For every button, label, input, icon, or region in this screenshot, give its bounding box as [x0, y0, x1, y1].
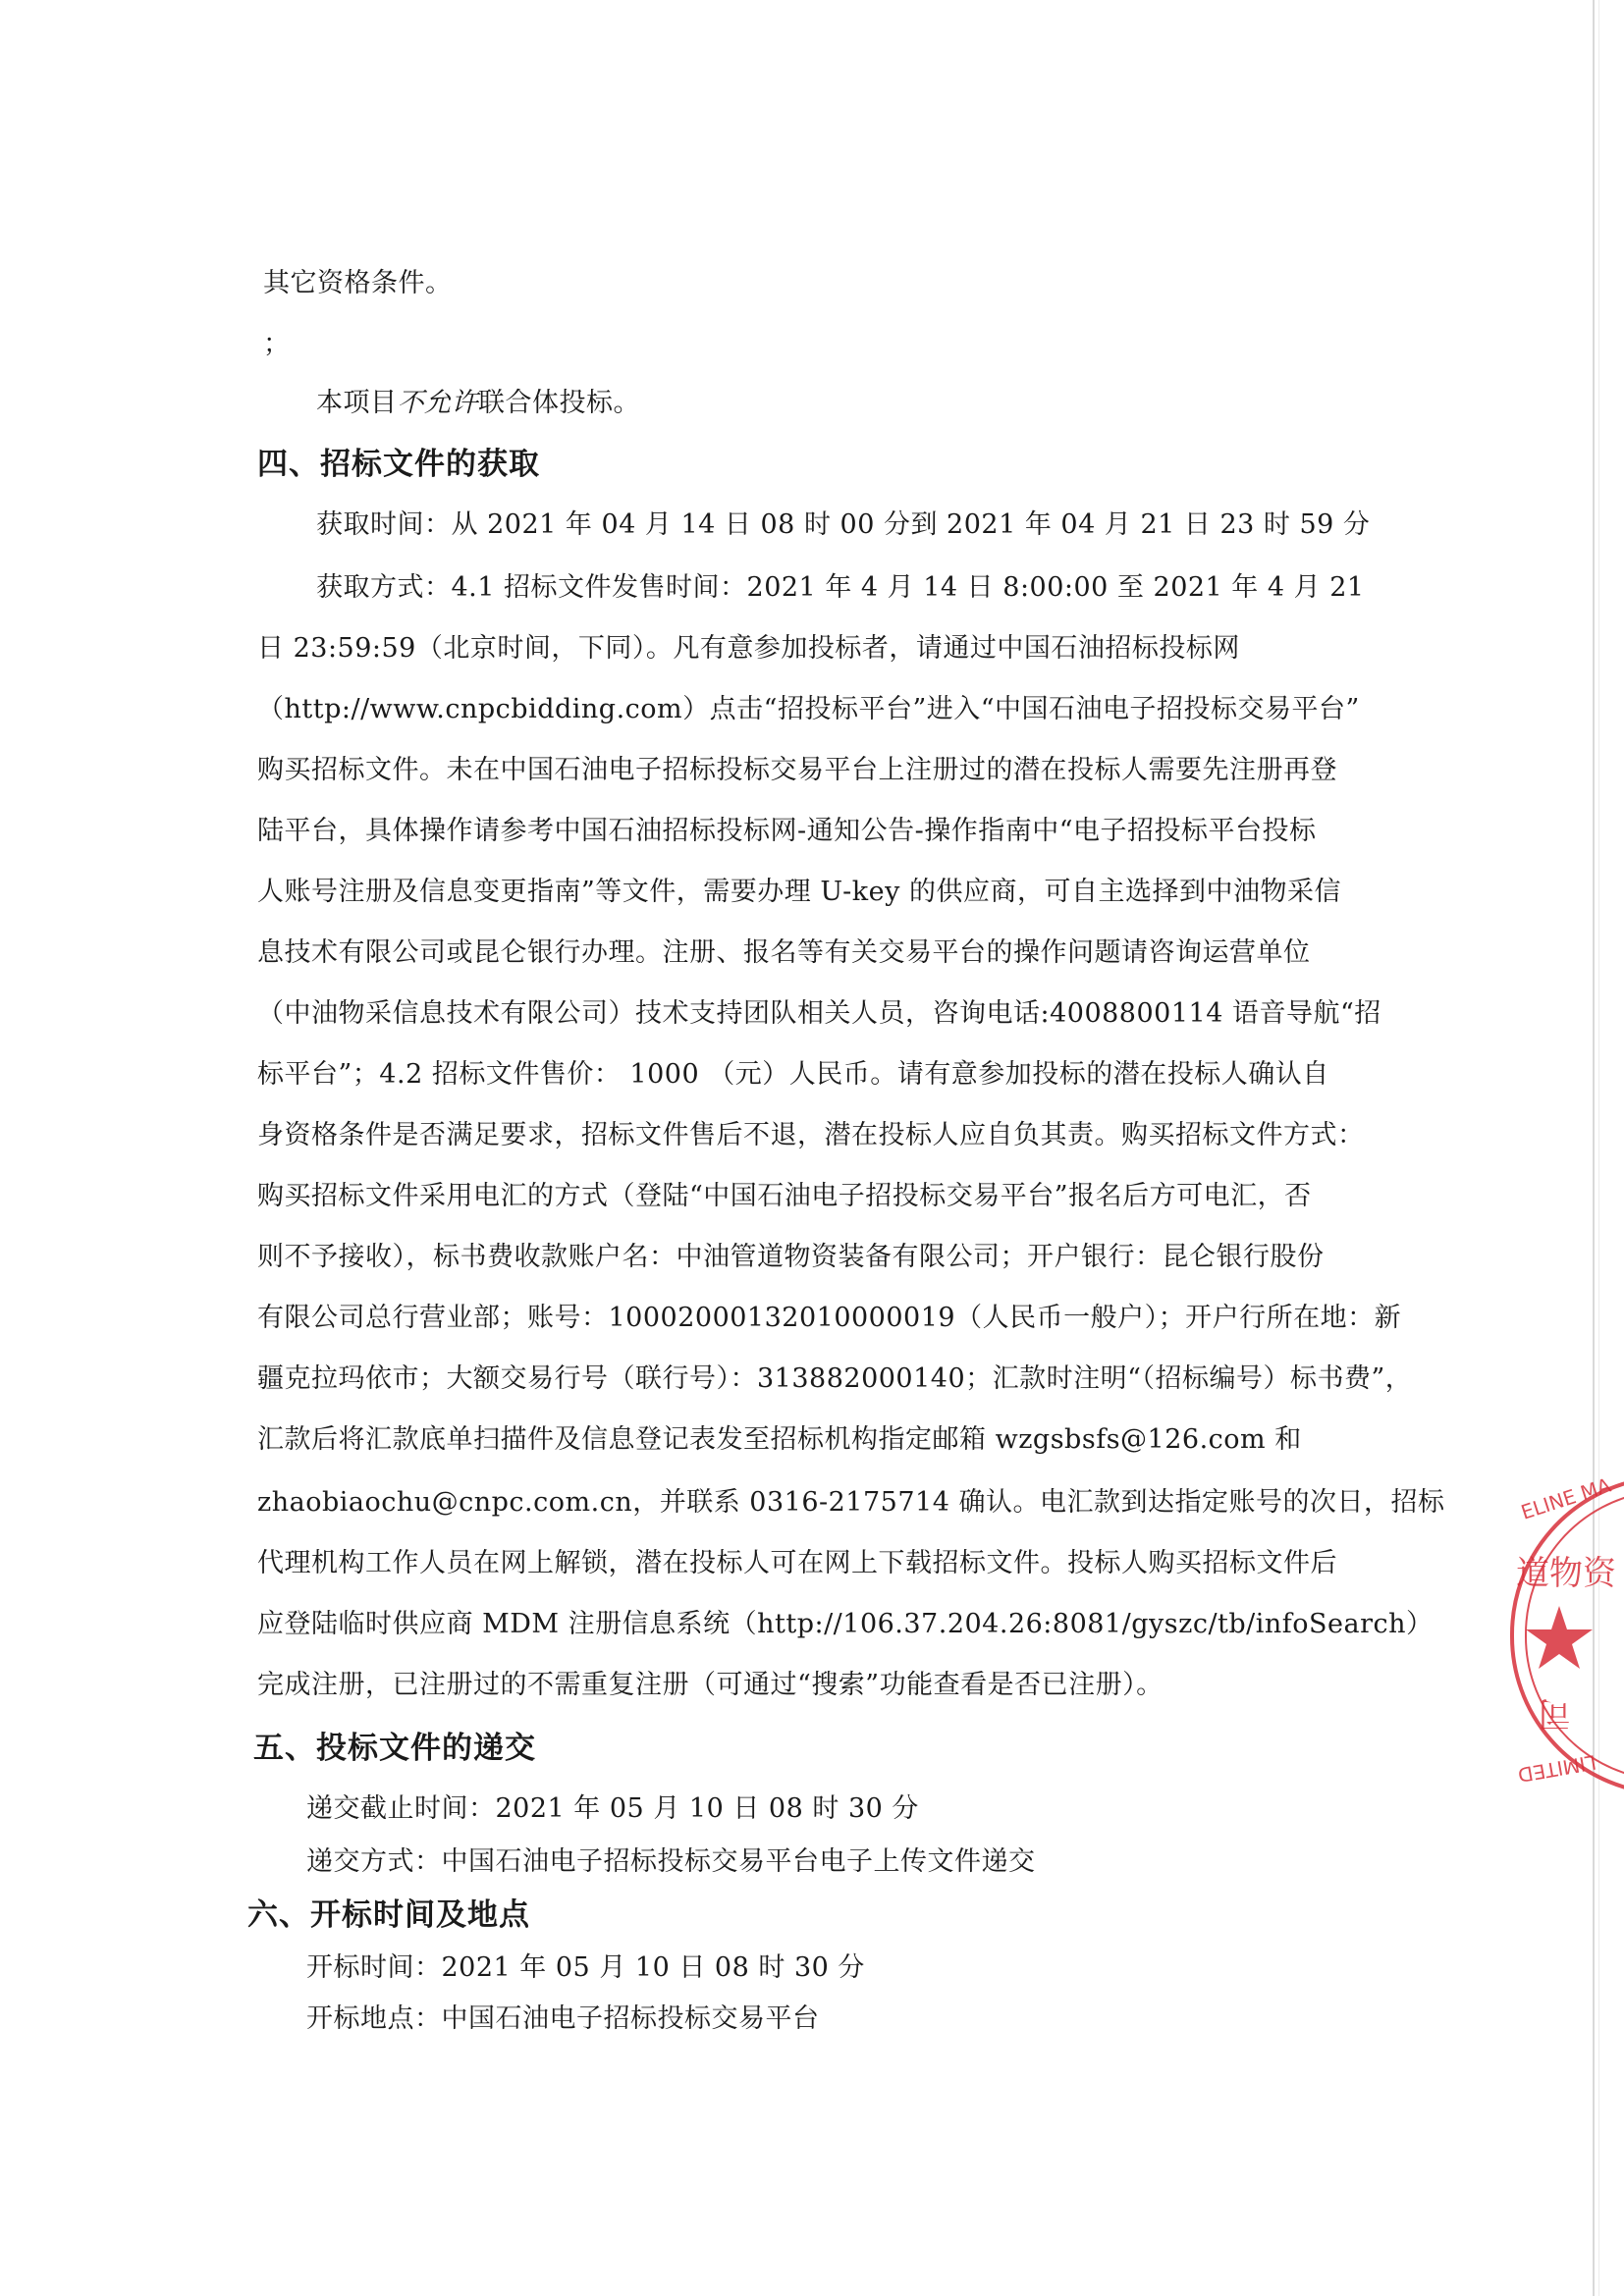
acquire-method-line: 疆克拉玛依市；大额交易行号（联行号）：313882000140；汇款时注明“（招标编号）标书费”，: [257, 1363, 1413, 1394]
svg-text:LIMITED: LIMITED: [1516, 1749, 1598, 1788]
acquire-method-line: 获取方式：4.1 招标文件发售时间：2021 年 4 月 14 日 8:00:00 至 2021 年 4 月 21: [316, 572, 1365, 603]
section-heading-4: 四、招标文件的获取: [257, 447, 540, 482]
scan-edge-line: [1593, 0, 1595, 2296]
submit-deadline-line: 递交截止时间：2021 年 05 月 10 日 08 时 30 分: [306, 1793, 919, 1824]
acquire-method-line: 息技术有限公司或昆仑银行办理。注册、报名等有关交易平台的操作问题请咨询运营单位: [257, 937, 1311, 968]
svg-text:道物资: 道物资: [1516, 1554, 1616, 1593]
acquire-method-line: 陆平台，具体操作请参考中国石油招标投标网-通知公告-操作指南中“电子招投标平台投标: [257, 816, 1317, 846]
acquire-method-line: zhaobiaochu@cnpc.com.cn，并联系 0316-2175714 确认。电汇款到达指定账号的次日，招标: [257, 1487, 1445, 1518]
svg-text:司: 司: [1538, 1693, 1571, 1733]
acquire-method-line: 购买招标文件采用电汇的方式（登陆“中国石油电子招投标交易平台”报名后方可电汇，否: [257, 1181, 1312, 1211]
acquire-method-line: （http://www.cnpcbidding.com）点击“招投标平台”进入“中国石油电子招投标交易平台”: [257, 694, 1360, 724]
paragraph-line: ；: [263, 329, 291, 359]
acquire-method-line: 日 23:59:59（北京时间，下同）。凡有意参加投标者，请通过中国石油招标投标网: [257, 633, 1240, 664]
text-span: 联合体投标。: [478, 388, 640, 418]
acquire-method-line: 标平台”；4.2 招标文件售价： 1000 （元）人民币。请有意参加投标的潜在投标人确认自: [257, 1059, 1329, 1090]
acquire-time-line: 获取时间：从 2021 年 04 月 14 日 08 时 00 分到 2021 年 04 月 21 日 23 时 59 分: [316, 509, 1371, 540]
submit-method-line: 递交方式：中国石油电子招标投标交易平台电子上传文件递交: [306, 1846, 1036, 1877]
acquire-method-line: 购买招标文件。未在中国石油电子招标投标交易平台上注册过的潜在投标人需要先注册再登: [257, 755, 1337, 785]
emphasis-text: 不允许: [397, 388, 478, 418]
acquire-method-line: 应登陆临时供应商 MDM 注册信息系统（http://106.37.204.26:8081/gyszc/tb/infoSearch）: [257, 1609, 1434, 1639]
acquire-method-line: （中油物采信息技术有限公司）技术支持团队相关人员，咨询电话:4008800114 语音导航“招: [257, 998, 1381, 1029]
section-heading-6: 六、开标时间及地点: [247, 1897, 530, 1933]
acquire-method-line: 人账号注册及信息变更指南”等文件，需要办理 U-key 的供应商，可自主选择到中油物采信: [257, 877, 1341, 907]
joint-bid-line: [316, 387, 640, 420]
svg-text:ELINE MA: ELINE MA: [1518, 1472, 1614, 1524]
section-heading-5: 五、投标文件的递交: [253, 1731, 536, 1766]
acquire-method-line: 有限公司总行营业部；账号：10002000132010000019（人民币一般户）；开户行所在地：新: [257, 1303, 1402, 1333]
text-span: 本项目: [316, 388, 398, 418]
company-seal-stamp: [1502, 1468, 1624, 1802]
scan-edge-line-inner: [1598, 0, 1599, 2296]
paragraph-line: 其它资格条件。: [263, 268, 453, 298]
acquire-method-line: 代理机构工作人员在网上解锁，潜在投标人可在网上下载招标文件。投标人购买招标文件后: [257, 1548, 1337, 1578]
acquire-method-line: 则不予接收），标书费收款账户名：中油管道物资装备有限公司；开户银行：昆仑银行股份: [257, 1242, 1325, 1272]
opening-time-line: 开标时间：2021 年 05 月 10 日 08 时 30 分: [306, 1952, 865, 1983]
acquire-method-line: 完成注册，已注册过的不需重复注册（可通过“搜索”功能查看是否已注册）。: [257, 1670, 1164, 1700]
opening-place-line: 开标地点：中国石油电子招标投标交易平台: [306, 2003, 820, 2034]
acquire-method-line: 身资格条件是否满足要求，招标文件售后不退，潜在投标人应自负其责。购买招标文件方式：: [257, 1120, 1365, 1150]
acquire-method-line: 汇款后将汇款底单扫描件及信息登记表发至招标机构指定邮箱 wzgsbsfs@126.com 和: [257, 1424, 1302, 1455]
